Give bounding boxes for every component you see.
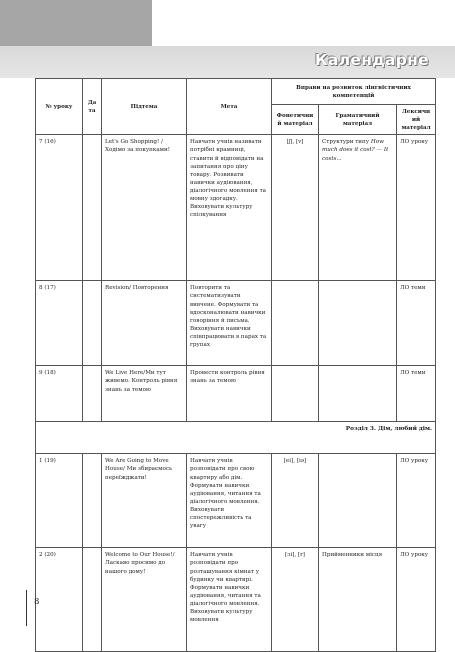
lesson-grammar <box>319 135 397 281</box>
header-subtopic: Підтема <box>102 79 187 135</box>
lesson-subtopic: Welcome to Our House!/Ласкаво просимо до нашого дому! <box>102 548 187 652</box>
lesson-date <box>83 281 102 366</box>
header-lesson-number: № уроку <box>36 79 83 135</box>
header-goal: Мета <box>187 79 272 135</box>
lesson-subtopic: Revision/ Повторення <box>102 281 187 366</box>
lesson-lexical: ЛО уроку <box>397 548 436 652</box>
header-lexical: Лексичний матеріал <box>397 105 436 135</box>
table-row <box>36 366 436 422</box>
lesson-date <box>83 366 102 422</box>
page-title: Календарне <box>315 51 429 69</box>
grammar-example: How much does it cost? — It costs... <box>322 139 389 162</box>
header-date: Дата <box>83 79 102 135</box>
lesson-date <box>83 135 102 281</box>
lesson-lexical: ЛО теми <box>397 281 436 366</box>
lesson-lexical: ЛО теми <box>397 366 436 422</box>
lesson-goal: Навчати учнів розповідати про свою квартиру або дім. Формувати навички аудіювання, читання та діалогічного мовлення. Виховувати спостережливість та увагу <box>187 454 272 548</box>
table-row <box>36 548 436 652</box>
lesson-subtopic: Let's Go Shopping! /Ходімо за покупками! <box>102 135 187 281</box>
lesson-number: 1 (19) <box>36 454 83 548</box>
lesson-subtopic: We Live Here/Ми тут живемо. Контроль рівня знань за темою <box>102 366 187 422</box>
lesson-grammar <box>319 281 397 366</box>
table-row <box>36 135 436 281</box>
lesson-lexical: ЛО уроку <box>397 454 436 548</box>
lesson-number: 8 (17) <box>36 281 83 366</box>
lesson-phonetic: [ɔi], [r] <box>272 548 319 652</box>
section-row <box>36 422 436 454</box>
header-exercises: Вправи на розвиток лінгвістичних компетенцій <box>272 79 436 105</box>
lesson-goal: Повторити та систематизувати вивчене. Формувати та вдосконалювати навички говоріння й письма. Виховувати навички співпрацювати в парах та групах <box>187 281 272 366</box>
table-row <box>36 281 436 366</box>
calendar-table <box>35 78 436 652</box>
lesson-goal: Провести контроль рівня знань за темою <box>187 366 272 422</box>
lesson-grammar: Прийменники місця <box>319 548 397 652</box>
table-row <box>36 454 436 548</box>
header-phonetic: Фонетичний матеріал <box>272 105 319 135</box>
page-number-rule <box>26 590 27 626</box>
grammar-text: Структури типу <box>322 139 371 146</box>
lesson-goal: Навчати учнів розповідати про розташування кімнат у будинку чи квартирі. Формувати навички аудіювання, читання та діалогічного мовлення. Виховувати культуру мовлення <box>187 548 272 652</box>
page-number: 8 <box>34 597 40 607</box>
lesson-number: 9 (18) <box>36 366 83 422</box>
lesson-grammar <box>319 454 397 548</box>
lesson-goal: Навчати учнів називати потрібні крамниці, ставити й відповідати на запитання про ціну товару. Розвивати навички аудіювання, діалогічного мовлення та мовну здогадку. Виховувати культуру спілкування <box>187 135 272 281</box>
lesson-phonetic <box>272 366 319 422</box>
lesson-phonetic: [ei], [iə] <box>272 454 319 548</box>
section-title: Розділ 3. Дім, любий дім. <box>36 422 436 454</box>
lesson-phonetic <box>272 281 319 366</box>
header-grammar: Граматичний матеріал <box>319 105 397 135</box>
header-grey-tab <box>0 0 152 46</box>
lesson-phonetic: [ʃ], [v] <box>272 135 319 281</box>
lesson-lexical: ЛО уроку <box>397 135 436 281</box>
lesson-number: 7 (16) <box>36 135 83 281</box>
lesson-subtopic: We Are Going to Move House/ Ми збираємось переїжджати! <box>102 454 187 548</box>
lesson-grammar <box>319 366 397 422</box>
lesson-date <box>83 454 102 548</box>
lesson-date <box>83 548 102 652</box>
lesson-number: 2 (20) <box>36 548 83 652</box>
